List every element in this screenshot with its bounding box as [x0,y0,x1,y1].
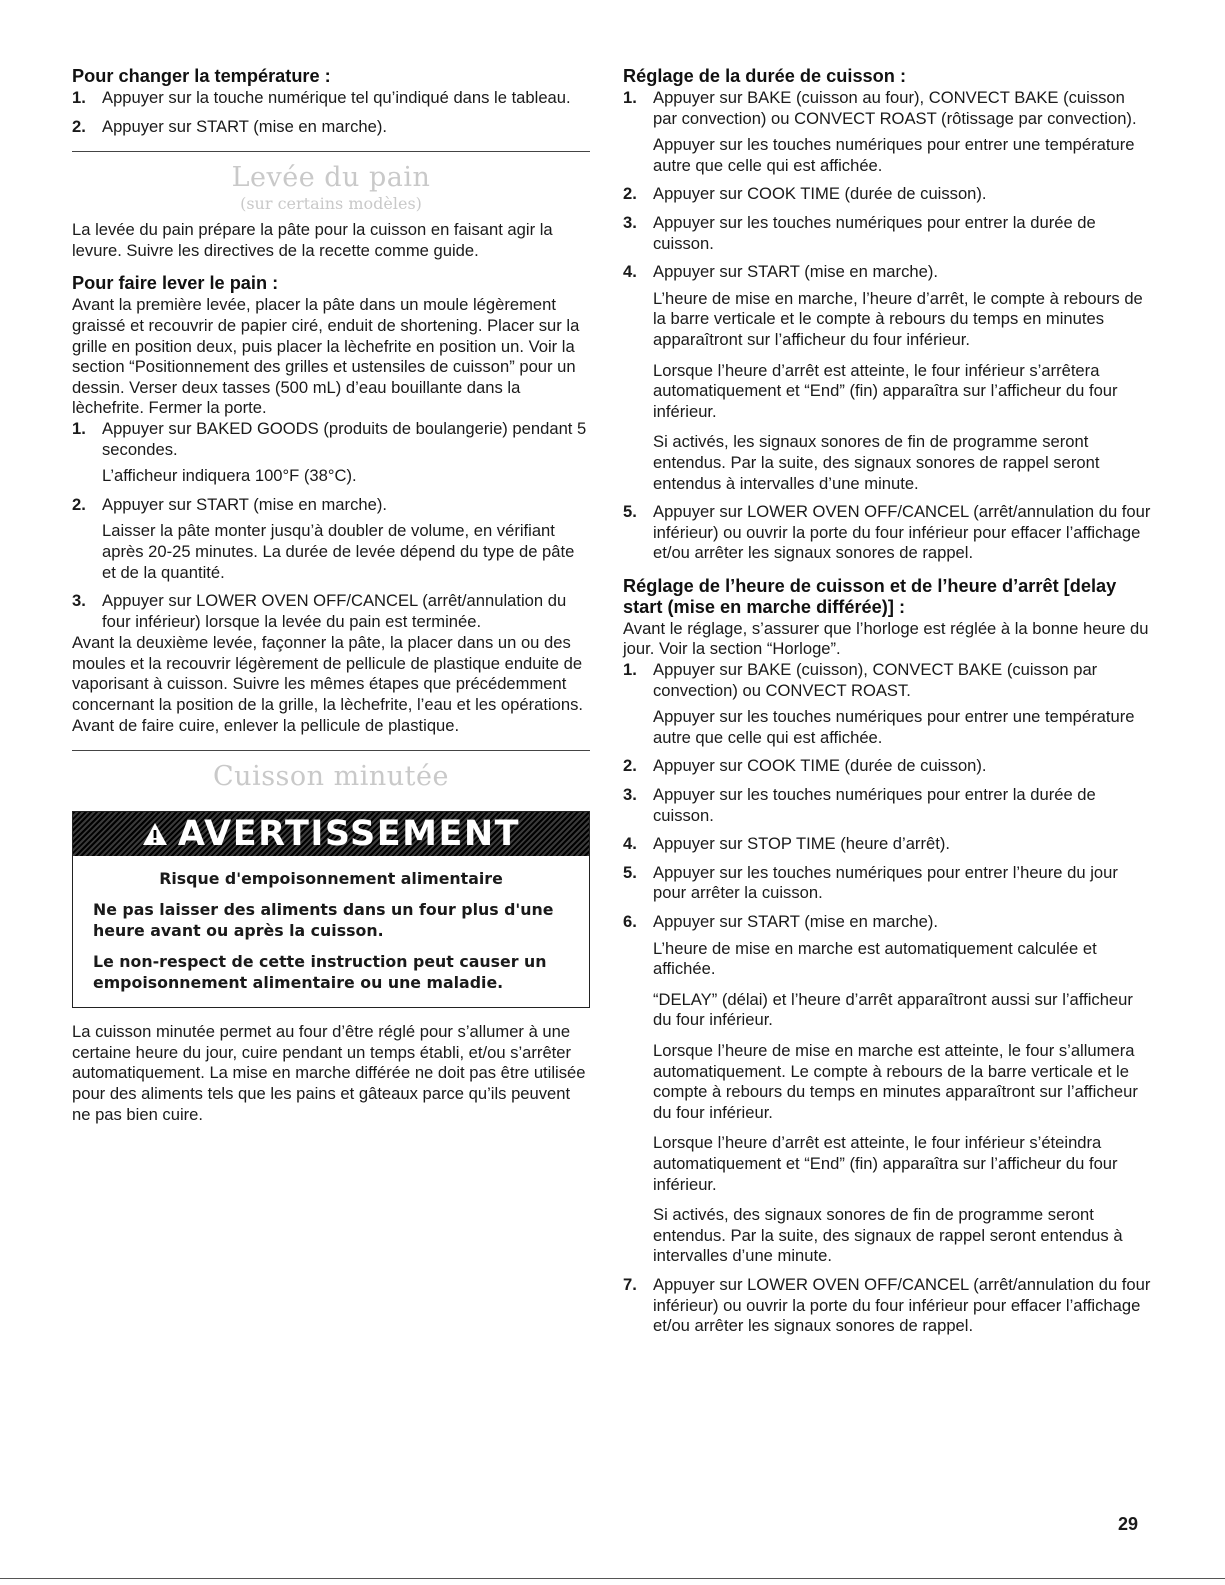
step-text: Appuyer sur les touches numériques pour entrer la durée de cuisson. [653,785,1096,825]
step-note: Appuyer sur les touches numériques pour entrer une température autre que celle qui est affichée. [653,707,1135,747]
step-number: 2. [72,116,86,136]
step-note: Si activés, des signaux sonores de fin de programme seront entendus. Par la suite, des signaux de rappel seront entendus à intervalles d’une minute. [653,1205,1123,1266]
step-number: 1. [623,660,637,680]
step-note: L’heure de mise en marche est automatiquement calculée et affichée. [653,938,1097,979]
step-number: 3. [623,212,637,232]
step-item [623,660,1153,748]
cook-duration-steps [623,88,1153,564]
proofing-paragraph: Avant la première levée, placer la pâte dans un moule légèrement graissé et recouvrir de papier ciré, enduit de shortening. Placer sur la grille en position deux, puis placer la lèchefrite en position un. Voir la section “Positionnement des grilles et ustensiles de cuisson” pour un dessin. Verser deux tasses (500 mL) d’eau bouillante dans la lèchefrite. Fermer la porte. [72,295,580,418]
proofing-intro: La levée du pain prépare la pâte pour la cuisson en faisant agir la levure. Suivre les directives de la recette comme guide. [72,220,553,260]
warning-label: AVERTISSEMENT [177,813,521,854]
step-note: Si activés, les signaux sonores de fin de programme seront entendus. Par la suite, des signaux sonores de rappel seront entendus à intervalles d’une minute. [653,432,1100,493]
warning-body [73,856,589,1007]
step-item [72,591,590,632]
step-item [623,756,1153,777]
step-item [623,912,1153,1267]
step-text: Appuyer sur COOK TIME (durée de cuisson). [653,756,987,776]
step-text: Appuyer sur LOWER OVEN OFF/CANCEL (arrêt/annulation du four inférieur) ou ouvrir la porte du four inférieur pour effacer l’affichage et/ou arrêter les signaux sonores de rappel. [653,502,1151,563]
warning-consequence: Le non-respect de cette instruction peut causer un empoisonnement alimentaire ou une maladie. [93,952,547,993]
step-number: 2. [623,184,637,204]
step-number: 5. [623,862,637,882]
step-text: Appuyer sur LOWER OVEN OFF/CANCEL (arrêt/annulation du four inférieur) ou ouvrir la porte du four inférieur pour effacer l’affichage et/ou arrêter les signaux sonores de rappel. [653,1274,1151,1336]
step-text: Appuyer sur COOK TIME (durée de cuisson). [653,184,987,204]
step-item [623,1275,1153,1337]
step-note: “DELAY” (délai) et l’heure d’arrêt apparaîtront aussi sur l’afficheur du four inférieur. [653,989,1133,1030]
step-number: 5. [623,502,637,522]
step-text: Appuyer sur les touches numériques pour entrer la durée de cuisson. [653,212,1096,253]
step-text: Appuyer sur BAKED GOODS (produits de boulangerie) pendant 5 secondes. [102,418,587,459]
step-text: Appuyer sur STOP TIME (heure d’arrêt). [653,834,950,854]
step-item [72,495,590,583]
warning-box [72,811,590,1008]
page-bottom-border [0,1578,1225,1579]
step-item [72,88,590,109]
step-number: 6. [623,912,637,931]
step-item [623,262,1153,494]
step-text: Appuyer sur START (mise en marche). [653,912,938,931]
step-text: Appuyer sur BAKE (cuisson au four), CONVECT BAKE (cuisson par convection) ou CONVECT ROAST (rôtissage par convection). [653,88,1137,128]
warning-triangle-icon [142,821,168,847]
step-number: 2. [72,494,86,514]
section-divider [72,750,590,751]
proofing-steps [72,419,590,632]
warning-banner [73,812,589,856]
step-number: 1. [72,88,86,107]
section-divider [72,151,590,152]
timed-cooking-section-title: Cuisson minutée [213,761,449,793]
temperature-heading: Pour changer la température : [72,66,331,86]
delay-start-heading: Réglage de l’heure de cuisson et de l’heure d’arrêt [delay start (mise en marche différée)] : [623,575,1117,617]
step-item [72,117,590,138]
step-note: Laisser la pâte monter jusqu’à doubler de volume, en vérifiant après 20-25 minutes. La durée de levée dépend du type de pâte et de la quantité. [102,521,575,582]
step-number: 1. [72,418,86,438]
warning-title: Risque d'empoisonnement alimentaire [159,869,503,889]
step-item [623,184,1153,205]
delay-start-steps [623,660,1153,1337]
step-text: Appuyer sur LOWER OVEN OFF/CANCEL (arrêt/annulation du four inférieur) lorsque la levée du pain est terminée. [102,591,567,631]
timed-cooking-paragraph: La cuisson minutée permet au four d’être réglé pour s’allumer à une certaine heure du jour, cuire pendant un temps établi, et/ou s’arrêter automatiquement. La mise en marche différée ne doit pas être utilisée pour des aliments tels que les pains et gâteaux parce qu’ils peuvent ne pas bien cuire. [72,1022,586,1124]
step-item [72,419,590,487]
proofing-heading: Pour faire lever le pain : [72,273,279,294]
second-proofing-paragraph: Avant la deuxième levée, façonner la pâte, la placer dans un ou des moules et la recouvrir légèrement de pellicule de plastique enduite de vaporisant à cuisson. Suivre les mêmes étapes que précédemment concernant la position de la grille, la lèchefrite, l’eau et les opérations. Avant de faire cuire, enlever la pellicule de plastique. [72,633,584,735]
step-number: 4. [623,834,637,854]
cook-duration-heading: Réglage de la durée de cuisson : [623,66,906,86]
step-number: 1. [623,88,637,107]
step-note: L’afficheur indiquera 100°F (38°C). [102,466,357,486]
step-note: L’heure de mise en marche, l’heure d’arrêt, le compte à rebours de la barre verticale et le compte à rebours du temps en minutes apparaîtront sur l’afficheur du four inférieur. [653,288,1143,349]
proofing-section-title: Levée du pain [231,162,431,194]
step-item [623,785,1153,826]
step-item [623,88,1153,176]
step-number: 3. [623,785,637,805]
step-text: Appuyer sur START (mise en marche). [653,262,938,282]
left-column [72,66,590,1125]
step-number: 3. [72,591,86,611]
step-item [623,863,1153,904]
step-text: Appuyer sur BAKE (cuisson), CONVECT BAKE (cuisson par convection) ou CONVECT ROAST. [653,660,1098,700]
step-item [623,213,1153,254]
step-text: Appuyer sur START (mise en marche). [102,494,387,514]
right-column [623,66,1153,1345]
page-number: 29 [1118,1514,1139,1534]
step-note: Lorsque l’heure d’arrêt est atteinte, le four inférieur s’arrêtera automatiquement et “End” (fin) apparaîtra sur l’afficheur du four inférieur. [653,360,1118,421]
proofing-section-subtitle: (sur certains modèles) [240,194,422,214]
step-number: 4. [623,262,637,282]
temperature-steps [72,88,590,137]
step-number: 7. [623,1274,637,1294]
delay-start-intro: Avant le réglage, s’assurer que l’horloge est réglée à la bonne heure du jour. Voir la section “Horloge”. [623,618,1149,659]
step-text: Appuyer sur les touches numériques pour entrer l’heure du jour pour arrêter la cuisson. [653,862,1118,903]
step-note: Lorsque l’heure d’arrêt est atteinte, le four inférieur s’éteindra automatiquement et “End” (fin) apparaîtra sur l’afficheur du four inférieur. [653,1133,1118,1194]
step-number: 2. [623,756,637,776]
step-item [623,834,1153,855]
step-text: Appuyer sur la touche numérique tel qu’indiqué dans le tableau. [102,88,571,107]
step-note: Appuyer sur les touches numériques pour entrer une température autre que celle qui est affichée. [653,135,1135,175]
step-note: Lorsque l’heure de mise en marche est atteinte, le four s’allumera automatiquement. Le compte à rebours de la barre verticale et le compte à rebours du temps en minutes apparaîtront sur l’afficheur du four inférieur. [653,1040,1138,1122]
step-text: Appuyer sur START (mise en marche). [102,116,387,136]
warning-text: Ne pas laisser des aliments dans un four plus d'une heure avant ou après la cuisson. [93,900,554,941]
step-item [623,502,1153,564]
